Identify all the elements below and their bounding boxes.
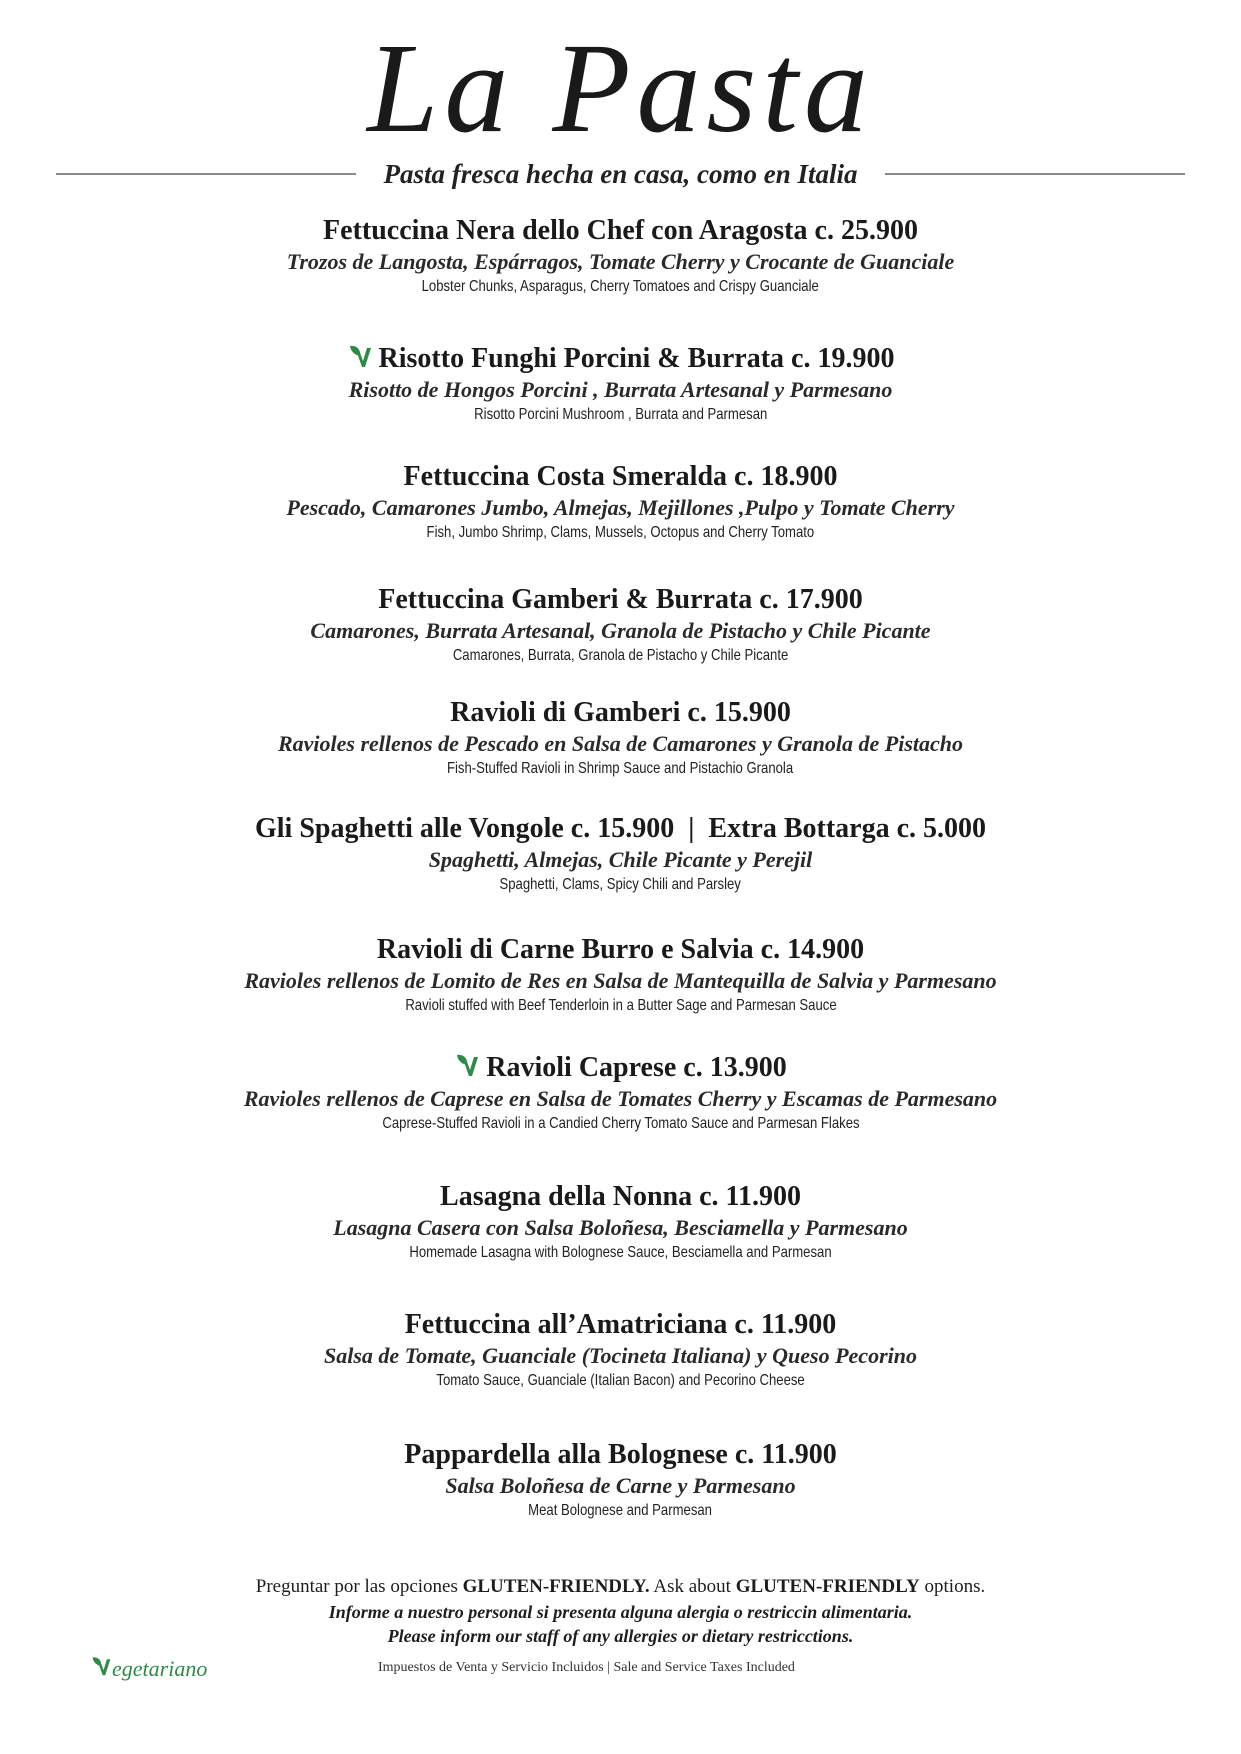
dish-description-es: Ravioles rellenos de Lomito de Res en Salsa de Mantequilla de Salvia y Parmesano bbox=[244, 968, 997, 993]
dish-description-en: Tomato Sauce, Guanciale (Italian Bacon) and Pecorino Cheese bbox=[436, 1372, 805, 1389]
menu-item bbox=[0, 1438, 1241, 1522]
vegetarian-legend-label: egetariano bbox=[112, 1656, 208, 1681]
menu-item bbox=[0, 1051, 1241, 1135]
dish-description-es: Camarones, Burrata Artesanal, Granola de Pistacho y Chile Picante bbox=[310, 618, 931, 643]
menu-item bbox=[0, 583, 1241, 667]
vegetarian-legend bbox=[90, 1654, 207, 1682]
gluten-note-prefix: Preguntar por las opciones bbox=[255, 1576, 463, 1597]
dish-description-en: Homemade Lasagna with Bolognese Sauce, Besciamella and Parmesan bbox=[409, 1244, 832, 1261]
vegetarian-leaf-icon bbox=[454, 1052, 480, 1078]
menu-item bbox=[0, 342, 1241, 426]
divider-right bbox=[885, 173, 1185, 175]
dish-extra: Extra Bottarga c. 5.000 bbox=[708, 813, 987, 844]
subtitle-row bbox=[56, 156, 1185, 192]
dish-description-en: Ravioli stuffed with Beef Tenderloin in a Butter Sage and Parmesan Sauce bbox=[404, 997, 837, 1014]
dish-description-es: Ravioles rellenos de Caprese en Salsa de Tomates Cherry y Escamas de Parmesano bbox=[243, 1086, 998, 1111]
dish-name: Gli Spaghetti alle Vongole c. 15.900 bbox=[254, 813, 675, 844]
dish-description-en: Spaghetti, Clams, Spicy Chili and Parsley bbox=[499, 876, 742, 893]
dish-description-es: Pescado, Camarones Jumbo, Almejas, Mejillones ,Pulpo y Tomate Cherry bbox=[286, 495, 955, 520]
dish-name: Ravioli di Carne Burro e Salvia c. 14.900 bbox=[376, 934, 865, 965]
dish-name: Fettuccina Gamberi & Burrata c. 17.900 bbox=[378, 584, 863, 615]
dish-name: Risotto Funghi Porcini & Burrata c. 19.900 bbox=[378, 343, 895, 374]
separator: | bbox=[688, 813, 695, 844]
dish-description-en: Caprese-Stuffed Ravioli in a Candied Cherry Tomato Sauce and Parmesan Flakes bbox=[381, 1115, 860, 1132]
dish-description-es: Trozos de Langosta, Espárragos, Tomate Cherry y Crocante de Guanciale bbox=[286, 249, 955, 274]
vegetarian-leaf-icon bbox=[347, 343, 373, 369]
dish-description-en: Lobster Chunks, Asparagus, Cherry Tomatoes and Crispy Guanciale bbox=[421, 278, 820, 295]
dish-description-es: Salsa de Tomate, Guanciale (Tocineta Italiana) y Queso Pecorino bbox=[324, 1343, 917, 1368]
menu-item bbox=[0, 460, 1241, 544]
menu-item bbox=[0, 1308, 1241, 1392]
dish-description-es: Lasagna Casera con Salsa Boloñesa, Besciamella y Parmesano bbox=[333, 1215, 908, 1240]
gluten-note-suffix: options. bbox=[919, 1576, 986, 1597]
dish-description-en: Camarones, Burrata, Granola de Pistacho y Chile Picante bbox=[452, 647, 789, 664]
allergy-note-en: Please inform our staff of any allergies or dietary restricctions. bbox=[387, 1626, 854, 1646]
menu-item bbox=[0, 1180, 1241, 1264]
page-title: La Pasta bbox=[367, 17, 874, 159]
dish-name: Lasagna della Nonna c. 11.900 bbox=[440, 1181, 801, 1212]
dish-name: Fettuccina Nera dello Chef con Aragosta c. 25.900 bbox=[323, 215, 918, 246]
divider-left bbox=[56, 173, 356, 175]
dish-description-en: Meat Bolognese and Parmesan bbox=[528, 1502, 713, 1519]
dish-name: Ravioli Caprese c. 13.900 bbox=[486, 1052, 787, 1083]
dish-description-es: Salsa Boloñesa de Carne y Parmesano bbox=[445, 1473, 796, 1498]
dish-description-en: Fish-Stuffed Ravioli in Shrimp Sauce and Pistachio Granola bbox=[447, 760, 794, 777]
dish-description-es: Ravioles rellenos de Pescado en Salsa de Camarones y Granola de Pistacho bbox=[277, 731, 964, 756]
dish-description-es: Risotto de Hongos Porcini , Burrata Artesanal y Parmesano bbox=[348, 377, 893, 402]
menu-item bbox=[0, 214, 1241, 298]
dish-description-en: Fish, Jumbo Shrimp, Clams, Mussels, Octopus and Cherry Tomato bbox=[426, 524, 815, 541]
dish-description-es: Spaghetti, Almejas, Chile Picante y Perejil bbox=[428, 847, 813, 872]
gluten-note bbox=[0, 1574, 1241, 1600]
menu-notes bbox=[0, 1574, 1241, 1648]
page-subtitle: Pasta fresca hecha en casa, como en Italia bbox=[383, 158, 858, 189]
menu-item bbox=[0, 933, 1241, 1017]
dish-name: Fettuccina Costa Smeralda c. 18.900 bbox=[403, 461, 838, 492]
dish-name: Ravioli di Gamberi c. 15.900 bbox=[450, 697, 791, 728]
menu-item bbox=[0, 812, 1241, 896]
dish-name: Fettuccina all’Amatriciana c. 11.900 bbox=[404, 1309, 837, 1340]
dish-name: Pappardella alla Bolognese c. 11.900 bbox=[404, 1439, 837, 1470]
gluten-note-bold-en: GLUTEN-FRIENDLY bbox=[735, 1576, 920, 1597]
gluten-note-bold-es: GLUTEN-FRIENDLY. bbox=[462, 1576, 650, 1597]
taxes-note: Impuestos de Venta y Servicio Incluidos | Sale and Service Taxes Included bbox=[378, 1660, 795, 1675]
allergy-note-es: Informe a nuestro personal si presenta alguna alergia o restriccin alimentaria. bbox=[328, 1602, 913, 1622]
dish-description-en: Risotto Porcini Mushroom , Burrata and Parmesan bbox=[473, 406, 768, 423]
gluten-note-middle: Ask about bbox=[649, 1576, 736, 1597]
vegetarian-leaf-icon bbox=[90, 1654, 112, 1678]
menu-item bbox=[0, 696, 1241, 780]
